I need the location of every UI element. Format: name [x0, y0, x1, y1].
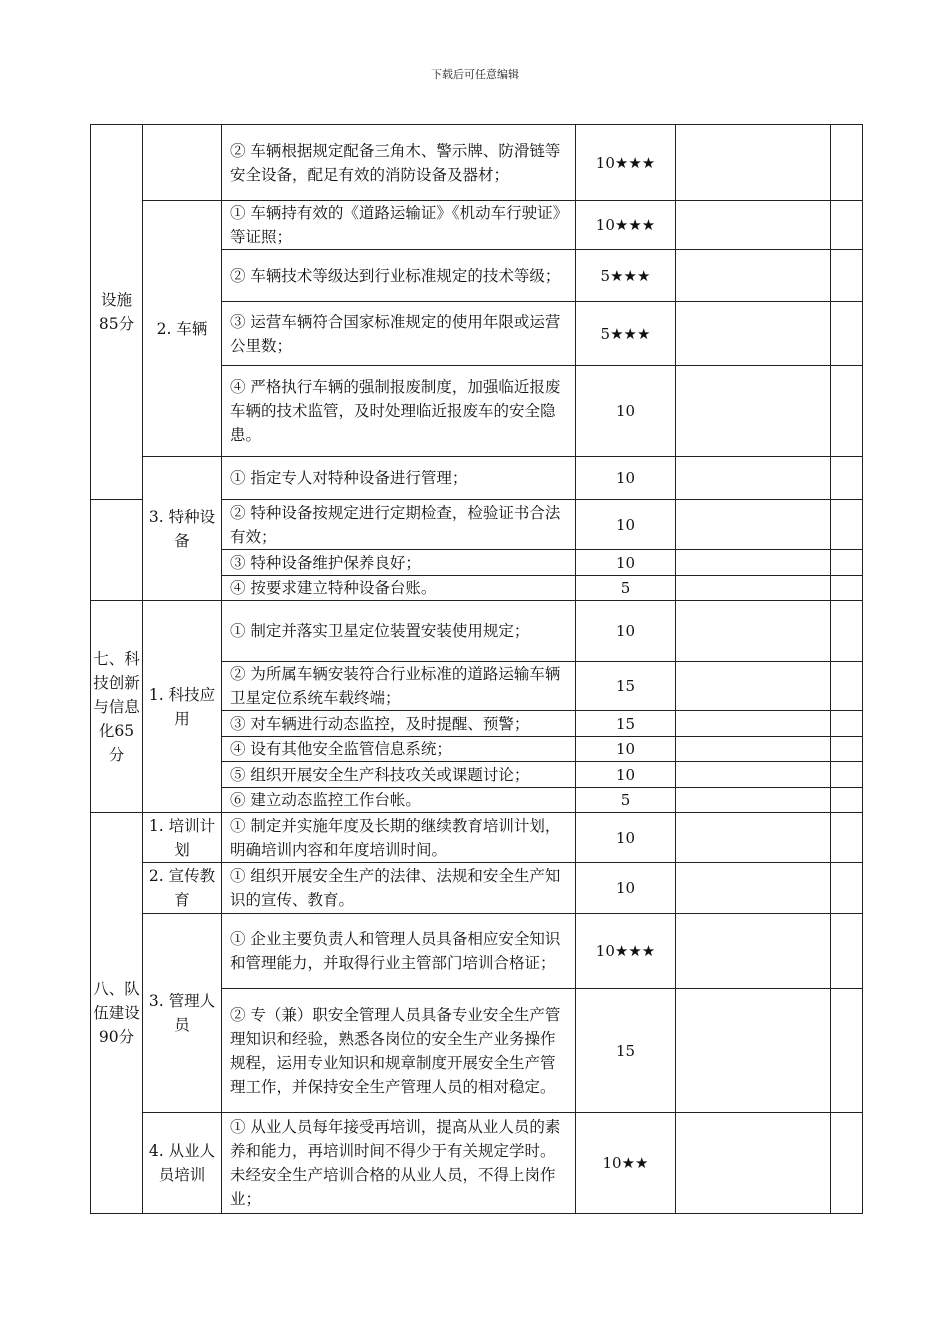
- category-facilities-cont: [91, 500, 143, 601]
- blank-cell: [676, 989, 831, 1113]
- score-cell: 10: [576, 500, 676, 550]
- item-row: ② 特种设备按规定进行定期检查，检验证书合法有效；: [222, 500, 576, 550]
- blank-cell: [831, 1113, 863, 1214]
- blank-cell: [831, 576, 863, 601]
- item-row: ① 企业主要负责人和管理人员具备相应安全知识和管理能力，并取得行业主管部门培训合格证；: [222, 914, 576, 989]
- category-facilities: 设施85分: [91, 125, 143, 500]
- blank-cell: [676, 662, 831, 711]
- item-row: ① 制定并落实卫星定位装置安装使用规定；: [222, 601, 576, 662]
- score-cell: 10: [576, 457, 676, 500]
- score-cell: 10: [576, 601, 676, 662]
- score-cell: 10★★★: [576, 125, 676, 201]
- blank-cell: [831, 662, 863, 711]
- item-row: ③ 特种设备维护保养良好；: [222, 550, 576, 576]
- sub-vehicle: 2. 车辆: [143, 201, 222, 457]
- blank-cell: [676, 762, 831, 788]
- score-cell: 15: [576, 989, 676, 1113]
- score-cell: 15: [576, 711, 676, 737]
- item-row: ④ 设有其他安全监管信息系统；: [222, 737, 576, 762]
- blank-cell: [831, 788, 863, 813]
- item-row: ③ 对车辆进行动态监控，及时提醒、预警；: [222, 711, 576, 737]
- blank-cell: [831, 500, 863, 550]
- blank-cell: [831, 201, 863, 250]
- score-cell: 5★★★: [576, 250, 676, 302]
- blank-cell: [676, 601, 831, 662]
- blank-cell: [831, 550, 863, 576]
- blank-cell: [676, 914, 831, 989]
- blank-cell: [831, 366, 863, 457]
- blank-cell: [831, 457, 863, 500]
- score-cell: 5: [576, 576, 676, 601]
- score-cell: 10: [576, 737, 676, 762]
- blank-cell: [831, 125, 863, 201]
- score-cell: 10★★: [576, 1113, 676, 1214]
- item-row: ③ 运营车辆符合国家标准规定的使用年限或运营公里数；: [222, 302, 576, 366]
- blank-cell: [831, 302, 863, 366]
- blank-cell: [676, 863, 831, 914]
- score-cell: 5: [576, 788, 676, 813]
- score-cell: 10★★★: [576, 914, 676, 989]
- score-cell: 10: [576, 762, 676, 788]
- sub-management: 3. 管理人员: [143, 914, 222, 1113]
- blank-cell: [676, 576, 831, 601]
- blank-cell: [831, 711, 863, 737]
- category-tech-innovation: 七、科技创新与信息化65分: [91, 601, 143, 813]
- evaluation-table: [90, 124, 863, 1214]
- blank-cell: [676, 711, 831, 737]
- item-row: ② 车辆根据规定配备三角木、警示牌、防滑链等安全设备，配足有效的消防设备及器材；: [222, 125, 576, 201]
- blank-cell: [831, 914, 863, 989]
- score-cell: 5★★★: [576, 302, 676, 366]
- blank-cell: [676, 737, 831, 762]
- blank-cell: [831, 813, 863, 863]
- blank-cell: [676, 250, 831, 302]
- item-row: ④ 按要求建立特种设备台账。: [222, 576, 576, 601]
- blank-cell: [676, 500, 831, 550]
- item-row: ① 组织开展安全生产的法律、法规和安全生产知识的宣传、教育。: [222, 863, 576, 914]
- sub-publicity: 2. 宣传教育: [143, 863, 222, 914]
- score-cell: 10: [576, 366, 676, 457]
- blank-cell: [676, 550, 831, 576]
- item-row: ② 为所属车辆安装符合行业标准的道路运输车辆卫星定位系统车载终端；: [222, 662, 576, 711]
- blank-cell: [676, 366, 831, 457]
- blank-cell: [676, 457, 831, 500]
- blank-cell: [676, 125, 831, 201]
- blank-cell: [831, 250, 863, 302]
- blank-cell: [676, 1113, 831, 1214]
- sub-training-plan: 1. 培训计划: [143, 813, 222, 863]
- blank-cell: [831, 601, 863, 662]
- blank-cell: [831, 762, 863, 788]
- item-row: ① 指定专人对特种设备进行管理；: [222, 457, 576, 500]
- sub-special-equipment: 3. 特种设备: [143, 457, 222, 601]
- score-cell: 10: [576, 813, 676, 863]
- item-row: ② 专（兼）职安全管理人员具备专业安全生产管理知识和经验，熟悉各岗位的安全生产业务操作规程，运用专业知识和规章制度开展安全生产管理工作，并保持安全生产管理人员的相对稳定。: [222, 989, 576, 1113]
- blank-cell: [676, 201, 831, 250]
- category-team-building: 八、队伍建设90分: [91, 813, 143, 1214]
- score-cell: 10★★★: [576, 201, 676, 250]
- item-row: ⑥ 建立动态监控工作台帐。: [222, 788, 576, 813]
- item-row: ① 车辆持有效的《道路运输证》《机动车行驶证》等证照；: [222, 201, 576, 250]
- score-cell: 10: [576, 863, 676, 914]
- score-cell: 15: [576, 662, 676, 711]
- blank-cell: [676, 302, 831, 366]
- blank-cell: [676, 788, 831, 813]
- item-row: ① 制定并实施年度及长期的继续教育培训计划，明确培训内容和年度培训时间。: [222, 813, 576, 863]
- item-row: ④ 严格执行车辆的强制报废制度，加强临近报废车辆的技术监管，及时处理临近报废车的安全隐患。: [222, 366, 576, 457]
- sub-empty: [143, 125, 222, 201]
- item-row: ① 从业人员每年接受再培训，提高从业人员的素养和能力，再培训时间不得少于有关规定学时。未经安全生产培训合格的从业人员，不得上岗作业；: [222, 1113, 576, 1214]
- blank-cell: [676, 813, 831, 863]
- score-cell: 10: [576, 550, 676, 576]
- page-header: 下载后可任意编辑: [431, 68, 519, 81]
- blank-cell: [831, 737, 863, 762]
- blank-cell: [831, 989, 863, 1113]
- sub-tech-application: 1. 科技应用: [143, 601, 222, 813]
- blank-cell: [831, 863, 863, 914]
- item-row: ② 车辆技术等级达到行业标准规定的技术等级；: [222, 250, 576, 302]
- sub-staff-training: 4. 从业人员培训: [143, 1113, 222, 1214]
- item-row: ⑤ 组织开展安全生产科技攻关或课题讨论；: [222, 762, 576, 788]
